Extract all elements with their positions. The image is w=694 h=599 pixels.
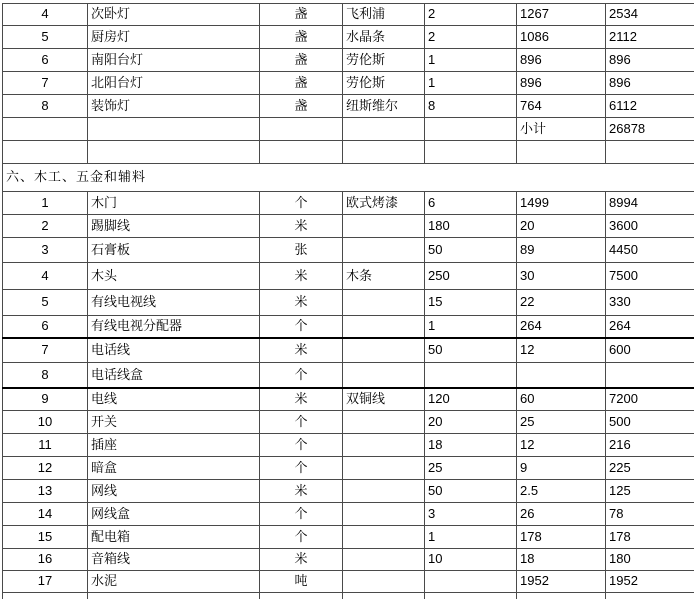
cell-row-number[interactable] <box>3 593 88 599</box>
cell-spec-brand[interactable] <box>343 503 425 526</box>
cell-unit-price[interactable]: 9 <box>517 457 606 480</box>
cell-row-number[interactable]: 5 <box>3 290 88 316</box>
cell-row-number[interactable]: 4 <box>3 4 88 26</box>
table-row <box>3 457 694 480</box>
table-row <box>3 49 694 72</box>
cell-spec-brand[interactable]: 劳伦斯 <box>343 72 425 95</box>
table-row <box>3 480 694 503</box>
cell-quantity[interactable]: 50 <box>425 238 517 263</box>
cell-row-number[interactable]: 14 <box>3 503 88 526</box>
cell-item-name[interactable]: 装饰灯 <box>88 95 260 118</box>
table-row <box>3 411 694 434</box>
table-row <box>3 26 694 49</box>
cell-unit-price[interactable]: 1086 <box>517 26 606 49</box>
cell-spec-brand[interactable]: 水晶条 <box>343 26 425 49</box>
cell-item-name[interactable]: 电话线 <box>88 338 260 363</box>
cell-quantity[interactable]: 50 <box>425 480 517 503</box>
cell-amount[interactable]: 2534 <box>606 4 694 26</box>
cell-quantity[interactable] <box>425 593 517 599</box>
cell-spec-brand[interactable]: 双铜线 <box>343 388 425 411</box>
cell-row-number[interactable]: 10 <box>3 411 88 434</box>
cell-unit[interactable] <box>260 118 343 141</box>
table-row <box>3 72 694 95</box>
cell-amount[interactable]: 600 <box>606 338 694 363</box>
cell-amount[interactable]: 178 <box>606 526 694 549</box>
cell-row-number[interactable]: 6 <box>3 316 88 338</box>
cell-spec-brand[interactable] <box>343 593 425 599</box>
cell-row-number[interactable]: 11 <box>3 434 88 457</box>
cell-unit[interactable]: 盏 <box>260 95 343 118</box>
cell-unit[interactable]: 米 <box>260 549 343 571</box>
cell-row-number[interactable]: 7 <box>3 338 88 363</box>
cell-row-number[interactable]: 16 <box>3 549 88 571</box>
cell-amount[interactable]: 8994 <box>606 192 694 215</box>
cell-amount[interactable]: 216 <box>606 434 694 457</box>
cell-spec-brand[interactable] <box>343 434 425 457</box>
cell-spec-brand[interactable]: 劳伦斯 <box>343 49 425 72</box>
cell-unit-price[interactable]: 小计 <box>517 118 606 141</box>
cell-quantity[interactable]: 20 <box>425 411 517 434</box>
table-row <box>3 238 694 263</box>
table-row <box>3 263 694 290</box>
cell-row-number[interactable] <box>3 118 88 141</box>
cell-quantity[interactable]: 2 <box>425 26 517 49</box>
cell-row-number[interactable]: 4 <box>3 263 88 290</box>
cell-unit[interactable] <box>260 593 343 599</box>
cell-quantity[interactable]: 50 <box>425 338 517 363</box>
cell-unit-price[interactable]: 22 <box>517 290 606 316</box>
cell-unit-price[interactable] <box>517 363 606 388</box>
budget-table-body <box>3 4 694 599</box>
cell-row-number[interactable]: 3 <box>3 238 88 263</box>
cell-row-number[interactable]: 9 <box>3 388 88 411</box>
cell-amount[interactable]: 180 <box>606 549 694 571</box>
table-row <box>3 4 694 26</box>
cell-quantity[interactable]: 6 <box>425 192 517 215</box>
cell-unit-price[interactable]: 20 <box>517 215 606 238</box>
cell-unit-price[interactable]: 89 <box>517 238 606 263</box>
cell-unit[interactable]: 盏 <box>260 49 343 72</box>
budget-table <box>2 3 694 599</box>
table-row <box>3 118 694 141</box>
cell-unit[interactable]: 米 <box>260 215 343 238</box>
cell-spec-brand[interactable]: 纽斯维尔 <box>343 95 425 118</box>
cell-row-number[interactable]: 12 <box>3 457 88 480</box>
cell-unit-price[interactable]: 60 <box>517 388 606 411</box>
cell-unit-price[interactable]: 264 <box>517 316 606 338</box>
cell-spec-brand[interactable] <box>343 316 425 338</box>
cell-amount[interactable]: 6112 <box>606 95 694 118</box>
cell-amount[interactable]: 225 <box>606 457 694 480</box>
cell-quantity[interactable]: 1 <box>425 316 517 338</box>
cell-unit-price[interactable]: 18 <box>517 549 606 571</box>
cell-quantity[interactable]: 120 <box>425 388 517 411</box>
table-row <box>3 363 694 388</box>
table-row <box>3 434 694 457</box>
table-row <box>3 549 694 571</box>
cell-quantity[interactable] <box>425 571 517 593</box>
cell-quantity[interactable]: 1 <box>425 72 517 95</box>
cell-unit-price[interactable]: 12 <box>517 434 606 457</box>
cell-item-name[interactable] <box>88 593 260 599</box>
cell-row-number[interactable]: 6 <box>3 49 88 72</box>
cell-unit[interactable]: 个 <box>260 457 343 480</box>
cell-spec-brand[interactable] <box>343 215 425 238</box>
cell-spec-brand[interactable] <box>343 363 425 388</box>
cell-unit[interactable]: 个 <box>260 316 343 338</box>
cell-unit-price[interactable]: 764 <box>517 95 606 118</box>
cell-amount[interactable]: 3600 <box>606 215 694 238</box>
cell-amount[interactable] <box>606 141 694 164</box>
cell-item-name[interactable]: 网线盒 <box>88 503 260 526</box>
cell-item-name[interactable]: 暗盒 <box>88 457 260 480</box>
cell-quantity[interactable]: 2 <box>425 4 517 26</box>
cell-unit-price[interactable]: 26 <box>517 503 606 526</box>
cell-item-name[interactable]: 木门 <box>88 192 260 215</box>
cell-row-number[interactable]: 8 <box>3 363 88 388</box>
cell-row-number[interactable]: 8 <box>3 95 88 118</box>
cell-item-name[interactable]: 有线电视分配器 <box>88 316 260 338</box>
cell-amount[interactable]: 7500 <box>606 263 694 290</box>
cell-spec-brand[interactable] <box>343 338 425 363</box>
table-row <box>3 290 694 316</box>
cell-item-name[interactable]: 踢脚线 <box>88 215 260 238</box>
cell-item-name[interactable]: 电话线盒 <box>88 363 260 388</box>
cell-item-name[interactable]: 配电箱 <box>88 526 260 549</box>
cell-quantity[interactable]: 25 <box>425 457 517 480</box>
cell-amount[interactable]: 4450 <box>606 238 694 263</box>
cell-unit-price[interactable]: 1499 <box>517 192 606 215</box>
cell-item-name[interactable]: 北阳台灯 <box>88 72 260 95</box>
cell-quantity[interactable]: 15 <box>425 290 517 316</box>
cell-row-number[interactable]: 7 <box>3 72 88 95</box>
cell-spec-brand[interactable] <box>343 238 425 263</box>
table-row <box>3 215 694 238</box>
cell-item-name[interactable]: 南阳台灯 <box>88 49 260 72</box>
cell-quantity[interactable]: 10 <box>425 549 517 571</box>
cell-row-number[interactable]: 2 <box>3 215 88 238</box>
cell-row-number[interactable]: 5 <box>3 26 88 49</box>
cell-quantity[interactable]: 250 <box>425 263 517 290</box>
cell-row-number[interactable]: 17 <box>3 571 88 593</box>
table-row <box>3 503 694 526</box>
cell-spec-brand[interactable] <box>343 526 425 549</box>
cell-spec-brand[interactable]: 欧式烤漆 <box>343 192 425 215</box>
cell-unit[interactable]: 个 <box>260 503 343 526</box>
cell-amount[interactable] <box>606 363 694 388</box>
cell-amount[interactable]: 264 <box>606 316 694 338</box>
cell-unit[interactable]: 米 <box>260 338 343 363</box>
table-row <box>3 316 694 338</box>
cell-unit-price[interactable]: 2.5 <box>517 480 606 503</box>
cell-unit[interactable] <box>260 141 343 164</box>
cell-amount[interactable]: 330 <box>606 290 694 316</box>
cell-item-name[interactable]: 木头 <box>88 263 260 290</box>
cell-unit-price[interactable]: 30 <box>517 263 606 290</box>
cell-unit-price[interactable] <box>517 593 606 599</box>
table-row <box>3 192 694 215</box>
cell-unit[interactable]: 盏 <box>260 72 343 95</box>
table-row <box>3 141 694 164</box>
table-row <box>3 338 694 363</box>
table-row <box>3 95 694 118</box>
cell-amount[interactable]: 26878 <box>606 118 694 141</box>
section-header-cell[interactable]: 六、木工、五金和辅料 <box>3 164 694 192</box>
cell-quantity[interactable] <box>425 363 517 388</box>
cell-unit[interactable]: 米 <box>260 290 343 316</box>
cell-unit-price[interactable]: 896 <box>517 72 606 95</box>
cell-unit[interactable]: 个 <box>260 526 343 549</box>
cell-spec-brand[interactable] <box>343 118 425 141</box>
cell-row-number[interactable]: 1 <box>3 192 88 215</box>
cell-item-name[interactable] <box>88 118 260 141</box>
cell-row-number[interactable]: 15 <box>3 526 88 549</box>
cell-item-name[interactable]: 次卧灯 <box>88 4 260 26</box>
cell-item-name[interactable]: 网线 <box>88 480 260 503</box>
cell-item-name[interactable]: 插座 <box>88 434 260 457</box>
cell-unit-price[interactable]: 1952 <box>517 571 606 593</box>
table-row <box>3 571 694 593</box>
cell-unit[interactable]: 盏 <box>260 26 343 49</box>
cell-spec-brand[interactable] <box>343 411 425 434</box>
cell-amount[interactable] <box>606 593 694 599</box>
cell-item-name[interactable]: 水泥 <box>88 571 260 593</box>
cell-amount[interactable]: 78 <box>606 503 694 526</box>
cell-unit[interactable]: 个 <box>260 411 343 434</box>
cell-unit[interactable]: 米 <box>260 263 343 290</box>
cell-unit-price[interactable] <box>517 141 606 164</box>
cell-unit-price[interactable]: 25 <box>517 411 606 434</box>
cell-amount[interactable]: 7200 <box>606 388 694 411</box>
cell-spec-brand[interactable]: 飞利浦 <box>343 4 425 26</box>
cell-unit[interactable]: 个 <box>260 363 343 388</box>
cell-spec-brand[interactable] <box>343 290 425 316</box>
cell-quantity[interactable]: 1 <box>425 526 517 549</box>
cell-spec-brand[interactable] <box>343 571 425 593</box>
cell-unit[interactable]: 个 <box>260 192 343 215</box>
cell-item-name[interactable]: 厨房灯 <box>88 26 260 49</box>
cell-quantity[interactable]: 3 <box>425 503 517 526</box>
cell-item-name[interactable]: 有线电视线 <box>88 290 260 316</box>
cell-unit[interactable]: 张 <box>260 238 343 263</box>
cell-item-name[interactable]: 石膏板 <box>88 238 260 263</box>
cell-spec-brand[interactable] <box>343 549 425 571</box>
cell-spec-brand[interactable]: 木条 <box>343 263 425 290</box>
table-row <box>3 388 694 411</box>
cell-item-name[interactable]: 电线 <box>88 388 260 411</box>
cell-quantity[interactable]: 1 <box>425 49 517 72</box>
cell-unit-price[interactable]: 896 <box>517 49 606 72</box>
cell-quantity[interactable] <box>425 141 517 164</box>
cell-unit[interactable]: 米 <box>260 480 343 503</box>
cell-row-number[interactable]: 13 <box>3 480 88 503</box>
cell-amount[interactable]: 896 <box>606 72 694 95</box>
cell-amount[interactable]: 500 <box>606 411 694 434</box>
table-row <box>3 593 694 599</box>
cell-quantity[interactable]: 8 <box>425 95 517 118</box>
cell-amount[interactable]: 1952 <box>606 571 694 593</box>
cell-unit[interactable]: 个 <box>260 434 343 457</box>
cell-unit[interactable]: 吨 <box>260 571 343 593</box>
cell-unit[interactable]: 米 <box>260 388 343 411</box>
cell-quantity[interactable] <box>425 118 517 141</box>
cell-amount[interactable]: 2112 <box>606 26 694 49</box>
cell-spec-brand[interactable] <box>343 457 425 480</box>
cell-unit-price[interactable]: 1267 <box>517 4 606 26</box>
cell-item-name[interactable] <box>88 141 260 164</box>
cell-amount[interactable]: 896 <box>606 49 694 72</box>
cell-item-name[interactable]: 音箱线 <box>88 549 260 571</box>
cell-row-number[interactable] <box>3 141 88 164</box>
cell-unit-price[interactable]: 178 <box>517 526 606 549</box>
table-row <box>3 526 694 549</box>
cell-unit[interactable]: 盏 <box>260 4 343 26</box>
cell-spec-brand[interactable] <box>343 480 425 503</box>
cell-unit-price[interactable]: 12 <box>517 338 606 363</box>
cell-quantity[interactable]: 180 <box>425 215 517 238</box>
cell-amount[interactable]: 125 <box>606 480 694 503</box>
cell-spec-brand[interactable] <box>343 141 425 164</box>
cell-item-name[interactable]: 开关 <box>88 411 260 434</box>
cell-quantity[interactable]: 18 <box>425 434 517 457</box>
section-header-row <box>3 164 694 192</box>
